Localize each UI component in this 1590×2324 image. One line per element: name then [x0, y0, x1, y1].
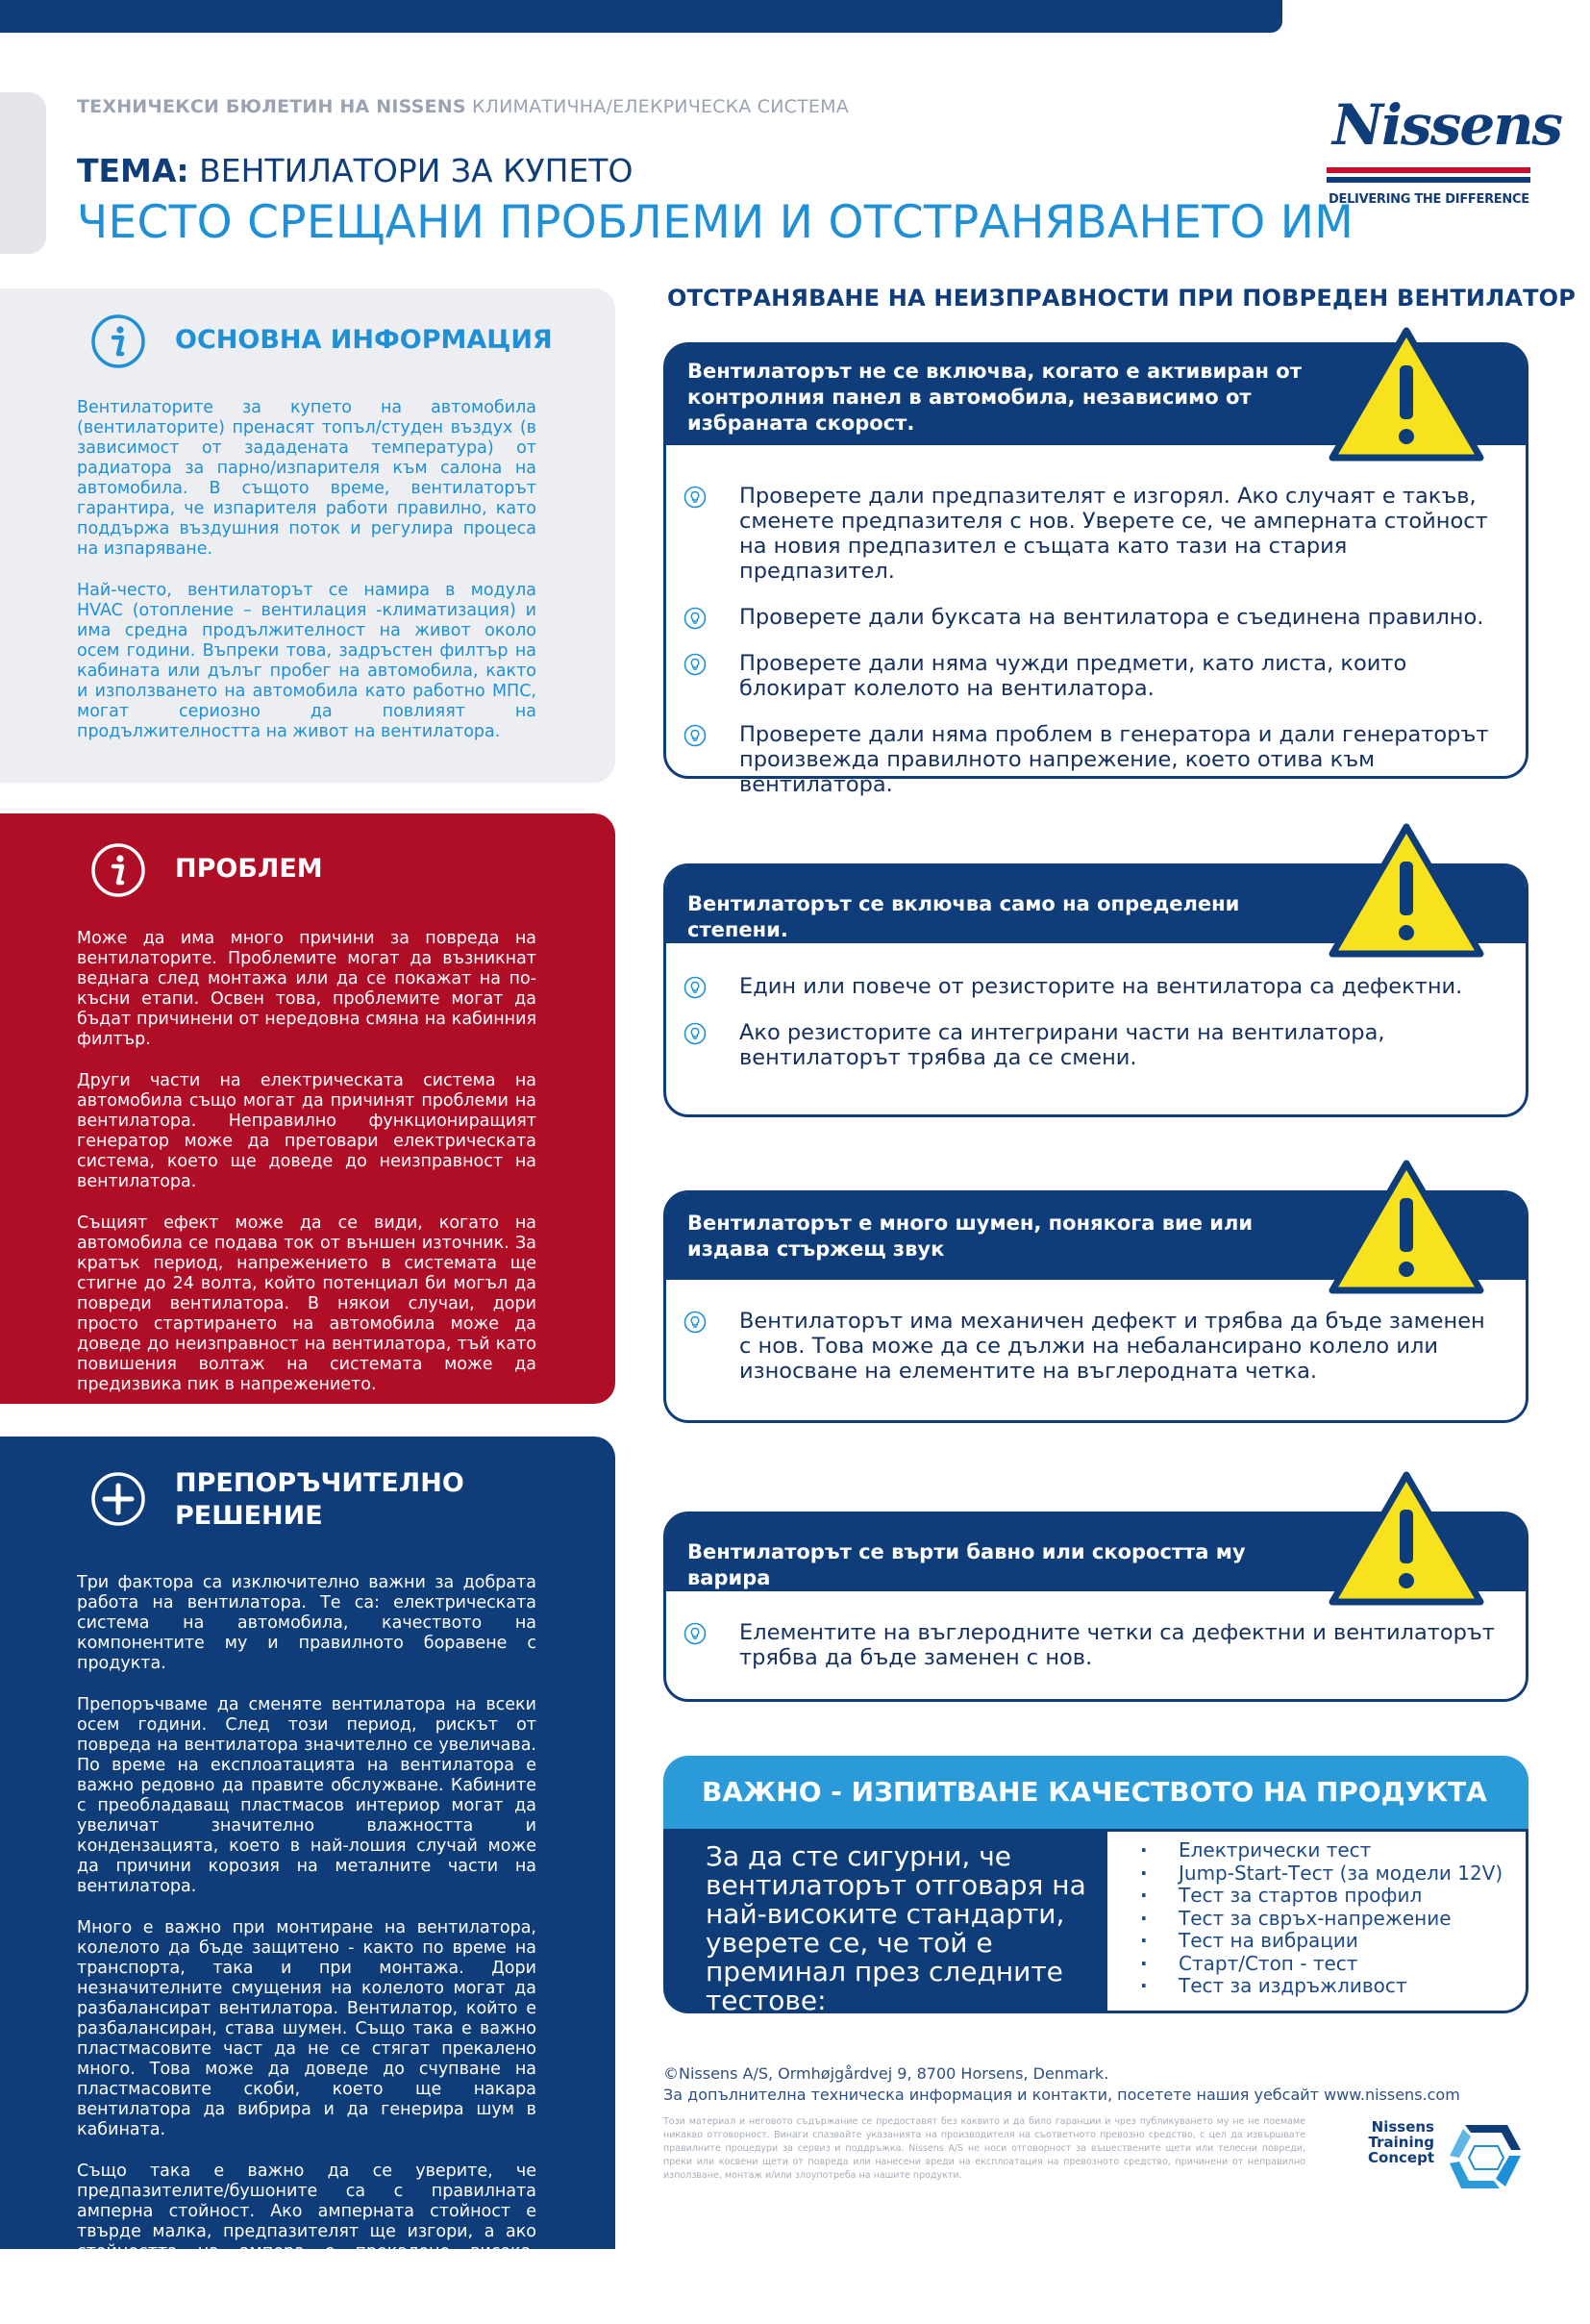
- lightbulb-icon: [683, 653, 707, 676]
- basic-info-title: ОСНОВНА ИНФОРМАЦИЯ: [175, 325, 553, 355]
- footer-disclaimer: Този материал и неговото съдържание се предоставят без каквито и да било гаранции и чрез публикуването му не не поемаме никакво отговорност. Винаги спазвайте указанията на производителя на съответното превозно средство, с цел да извършвате правилните процедури за сервиз и поддръжка. Nissens A/S не носи отговорност за въшествените щети или телесни повреди, преки или косвени щети от повреда или нанесени вреди на експлоатация на превозното средство, причинени от неправилно използване, монтаж и/или злоупотреба на нашите продукти.: [663, 2116, 1305, 2181]
- problem-title: ПРОБЛЕМ: [175, 854, 323, 884]
- trouble-card-items: [683, 1309, 1503, 1405]
- list-item: Вентилаторът има механичен дефект и трябва да бъде заменен с нов. Това може да се дължи на небалансирано колело или износване на елементите на въглеродната четка.: [683, 1309, 1503, 1384]
- lightbulb-icon: [683, 1311, 707, 1334]
- plus-icon: [90, 1471, 146, 1527]
- footer-contact: За допълнителна техническа информация и контакти, посетете нашия уебсайт www.nissens.com: [663, 2086, 1460, 2104]
- lightbulb-icon: [683, 1622, 707, 1645]
- trouble-card-title: Вентилаторът е много шумен, понякога вие или издава стържещ звук: [666, 1193, 1526, 1280]
- warning-icon: [1325, 1467, 1488, 1610]
- top-bar: [0, 0, 1282, 33]
- side-tab: [0, 92, 46, 254]
- solution-title: ПРЕПОРЪЧИТЕЛНО РЕШЕНИЕ: [175, 1468, 464, 1531]
- list-item: Проверете дали предпазителят е изгорял. Ако случаят е такъв, сменете предпазителя с нов. Уверете се, че амперната стойност на новия предпазител е същата като тази на стария предпазител.: [683, 484, 1503, 584]
- list-item: Елементите на въглеродните четки са дефектни и вентилаторът трябва да бъде заменен с нов.: [683, 1620, 1503, 1670]
- theme-line: ТЕМА: ВЕНТИЛАТОРИ ЗА КУПЕТО: [77, 152, 634, 189]
- trouble-card-title: Вентилаторът се включва само на определени степени.: [666, 866, 1526, 943]
- basic-info-text: Вентилаторите за купето на автомобила (вентилаторите) пренасят топъл/студен въздух (в зависимост от зададената температура) от радиатора за парно/изпарителя към салона на автомобила. В същото време, вентилаторът гарантира, че изпарителя работи правилно, като поддържа въздушния поток и регулира процеса на изпаряване. Най-често, вентилаторът се намира в модула HVAC (отопление – вентилация -климатизация) и има средна продължителност на живот около осем години. Въпреки това, задръстен филтър на кабината или дълъг пробег на автомобила, както и използването на автомобила като работно МПС, могат сериозно да повлияят на продължителността на живот на вентилатора.: [77, 398, 536, 741]
- lightbulb-icon: [683, 486, 707, 509]
- lightbulb-icon: [683, 607, 707, 630]
- trouble-card-items: [683, 974, 1503, 1091]
- lightbulb-icon: [683, 1022, 707, 1045]
- troubleshooting-heading: ОТСТРАНЯВАНЕ НА НЕИЗПРАВНОСТИ ПРИ ПОВРЕДЕН ВЕНТИЛАТОР: [667, 285, 1577, 312]
- warning-icon: [1325, 1156, 1488, 1298]
- list-item: · Тест за свръх-напрежение: [1107, 1908, 1526, 1931]
- warning-icon: [1325, 323, 1488, 465]
- page-title: ЧЕСТО СРЕЩАНИ ПРОБЛЕМИ И ОТСТРАНЯВАНЕТО ИМ: [77, 196, 1354, 249]
- info-icon: [90, 842, 146, 898]
- footer-address: ©Nissens A/S, Ormhøjgårdvej 9, 8700 Horsens, Denmark.: [663, 2064, 1109, 2083]
- list-item: · Jump-Start-Тест (за модели 12V): [1107, 1862, 1526, 1886]
- list-item: · Електрически тест: [1107, 1839, 1526, 1862]
- trouble-card-title: Вентилаторът се върти бавно или скоростта му варира: [666, 1514, 1526, 1591]
- lightbulb-icon: [683, 976, 707, 999]
- info-icon: [90, 313, 146, 369]
- list-item: Проверете дали буксата на вентилатора е съединена правилно.: [683, 605, 1503, 630]
- quality-title: ВАЖНО - ИЗПИТВАНЕ КАЧЕСТВОТО НА ПРОДУКТА: [663, 1756, 1528, 1829]
- training-concept-icon: [1446, 2117, 1527, 2194]
- list-item: · Старт/Стоп - тест: [1107, 1953, 1526, 1976]
- trouble-card-title: Вентилаторът не се включва, когато е активиран от контролния панел в автомобила, независимо от избраната скорост.: [666, 345, 1526, 445]
- quality-intro: За да сте сигурни, че вентилаторът отговаря на най-високите стандарти, уверете се, че той е преминал през следните тестове:: [663, 1829, 1107, 2013]
- list-item: · Тест за стартов профил: [1107, 1885, 1526, 1908]
- bulletin-kicker: ТЕХНИЧЕКСИ БЮЛЕТИН НА NISSENS КЛИМАТИЧНА/ЕЛЕКРИЧЕСКА СИСТЕМА: [77, 96, 849, 117]
- basic-info-panel: [0, 288, 615, 783]
- problem-text: Може да има много причини за повреда на вентилаторите. Проблемите могат да възникнат веднага след монтажа или да се покажат на по-късни етапи. Освен това, проблемите могат да бъдат причинени от нередовна смяна на кабинния филтър. Други части на електрическата система на автомобила също могат да причинят проблеми на вентилатора. Неправилно функциониращият генератор може да претовари електрическата система, което ще доведе до неизправност на вентилатора. Същият ефект може да се види, когато на автомобила се подава ток от външен източник. За кратък период, напрежението в системата ще стигне до 24 волта, който потенциал би могъл да повреди вентилатора. В някои случаи, дори просто стартирането на автомобила може да доведе до неизправност на вентилатора, тъй като повишения волтаж на системата може да предизвика пик в напрежението.: [77, 929, 536, 1394]
- quality-box: [663, 1756, 1528, 2016]
- trouble-card-items: [683, 1620, 1503, 1691]
- solution-text: Три фактора са изключително важни за добрата работа на вентилатора. Те са: електрическата система на автомобила, качеството на компонентите му и правилното боравене с продукта. Препоръчваме да сменяте вентилатора на всеки осем години. След този период, рискът от повреда на вентилатора значително се увеличава. По време на експлоатацията на вентилатора е важно редовно да правите обслужване. Кабините с преобладаващ пластмасов интериор могат да увеличат значително влажността и кондензацията, което в най-лошия случай може да причини корозия на металните части на вентилатора. Много е важно при монтиране на вентилатора, колелото да бъде защитено - както по време на транспорта, така и при монтажа. Дори незначителните смущения на колелото могат да разбалансират вентилатора. Вентилатор, който е разбалансиран, става шумен. Също така е важно пластмасовите част да не се стягат прекалено много. Това може да доведе до счупване на пластмасовите скоби, което ще накара вентилатора да вибрира и да генерира шум в кабината. Също така е важно да се уверите, че предпазителите/бушоните са с правилната амперна стойност. Ако амперната стойност е твърде малка, предпазителят ще изгори, а ако стойността на ампера е прекалено висока, системата ще презарежда, причинявайки неизправност на вентилатора.: [77, 1573, 536, 2302]
- solution-panel: [0, 1437, 615, 2302]
- training-concept-logo: Nissens Training Concept: [1350, 2117, 1532, 2194]
- problem-panel: [0, 813, 615, 1404]
- list-item: Един или повече от резисторите на вентилатора са дефектни.: [683, 974, 1503, 999]
- trouble-card-items: [683, 484, 1503, 818]
- list-item: Ако резисторите са интегрирани части на вентилатора, вентилаторът трябва да се смени.: [683, 1020, 1503, 1070]
- lightbulb-icon: [683, 724, 707, 747]
- list-item: Проверете дали няма чужди предмети, като листа, които блокират колелото на вентилатора.: [683, 651, 1503, 701]
- warning-icon: [1325, 819, 1488, 962]
- list-item: Проверете дали няма проблем в генератора и дали генераторът произвежда правилното напрежение, което отива към вентилатора.: [683, 722, 1503, 797]
- quality-tests-list: [1107, 1829, 1528, 2013]
- list-item: · Тест за издръжливост: [1107, 1975, 1526, 1998]
- list-item: · Тест на вибрации: [1107, 1930, 1526, 1953]
- nissens-logo: Nissens DELIVERING THE DIFFERENCE: [1329, 92, 1562, 207]
